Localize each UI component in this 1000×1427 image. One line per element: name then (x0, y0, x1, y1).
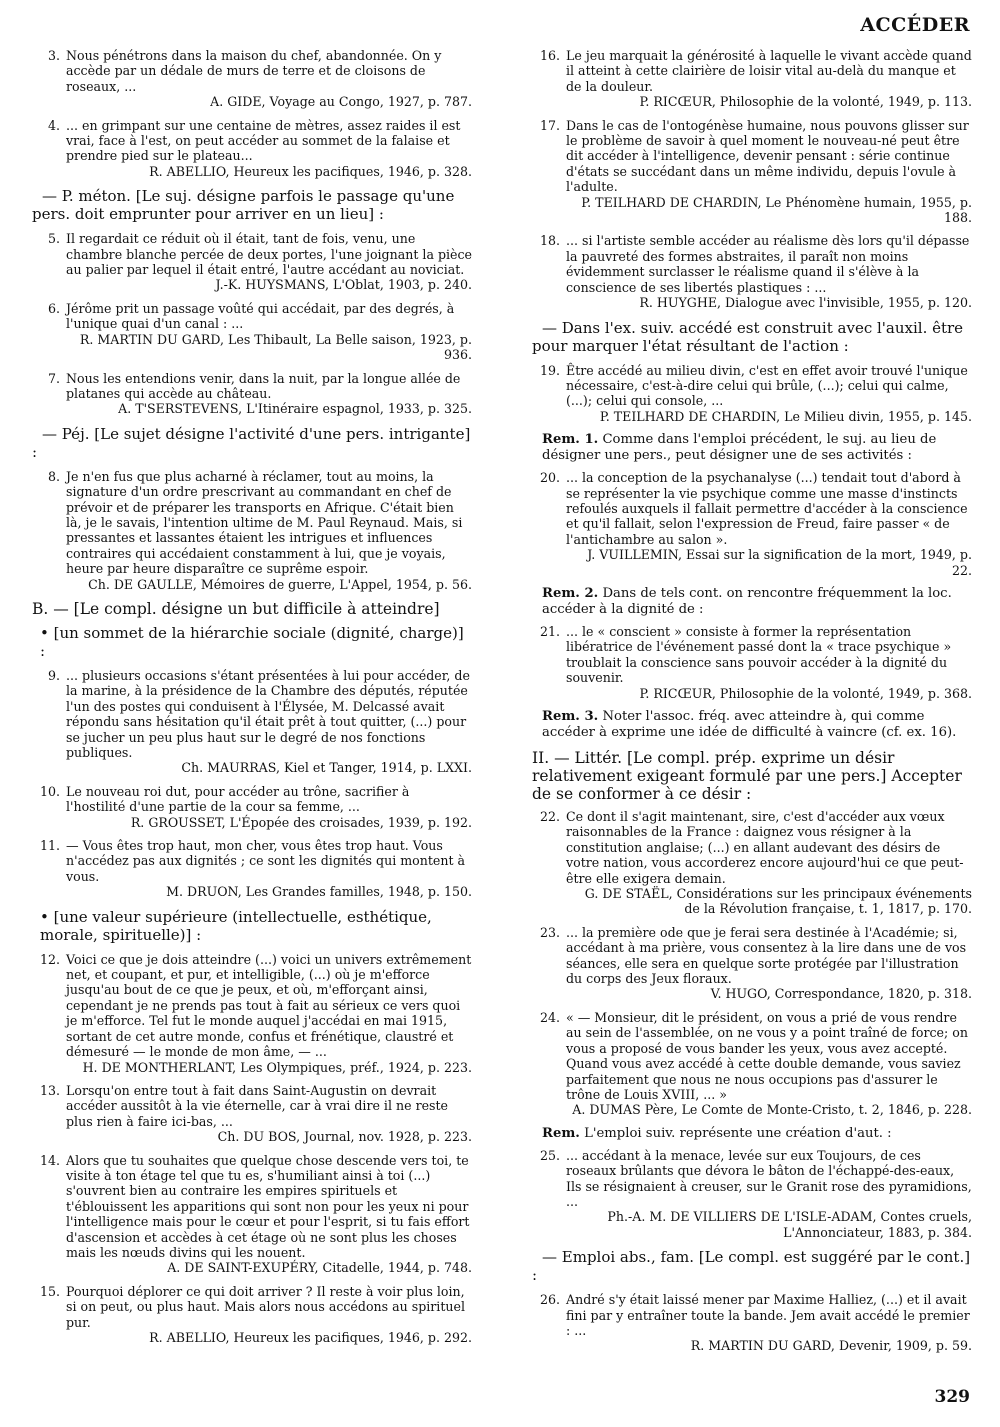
remark-text: L'emploi suiv. représente une création d'aut. : (584, 1125, 892, 1141)
example-source: R. MARTIN DU GARD, Devenir, 1909, p. 59. (690, 1338, 972, 1354)
example-number: 16. (539, 48, 560, 63)
example-source: H. DE MONTHERLANT, Les Olympiques, préf., 1924, p. 223. (82, 1059, 472, 1075)
example-entry (532, 624, 972, 701)
remark (542, 1126, 972, 1142)
example-text: ... la première ode que je ferai sera destinée à l'Académie; si, accédant à ma prière, vous consentez à la lire dans une de vos séances, elle sera en quelque sorte protégée par l'illustration du corps des Jeux floraux. (566, 924, 967, 987)
sense-bullet: • [un sommet de la hiérarchie sociale (dignité, charge)] : (40, 623, 464, 660)
example-number: 22. (539, 809, 560, 824)
example-source: Ch. DE GAULLE, Mémoires de guerre, L'Appel, 1954, p. 56. (88, 576, 472, 592)
example-number: 10. (39, 783, 60, 799)
example-text: ... accédant à la menace, levée sur eux Toujours, de ces roseaux brûlants que dévora le bâton de l'échappé-des-eaux, Ils se résignaient à creuser, sur le Granit rose des pyramidions, ... (566, 1147, 972, 1209)
example-number: 24. (539, 1009, 560, 1025)
example-text: — Vous êtes trop haut, mon cher, vous êtes trop haut. Vous n'accédez pas aux dignités ; ce sont les dignités qui montent à vous. (66, 838, 466, 884)
example-text: Ce dont il s'agit maintenant, sire, c'est d'accéder aux vœux raisonnables de la France : daignez vous résigner à la constitution anglaise; (...) en allant audevant des désirs de votre nation, vous accorderez encore aujourd'hui ce que peut-être elle exigera demain. (566, 809, 964, 886)
example-source: P. TEILHARD DE CHARDIN, Le Milieu divin, 1955, p. 145. (599, 408, 972, 424)
example-entry (32, 231, 472, 293)
example-entry (32, 952, 472, 1075)
example-source: Ch. DU BOS, Journal, nov. 1928, p. 223. (217, 1129, 472, 1145)
example-text: Être accédé au milieu divin, c'est en effet avoir trouvé l'unique nécessaire, c'est-à-dire celui qui brûle, (...); celui qui calme, (...); celui qui console, ... (566, 362, 968, 409)
example-number: 8. (47, 468, 60, 484)
remark-text: Noter l'assoc. fréq. avec atteindre à, qui comme accéder à exprime une idée de difficulté à vaincre (cf. ex. 16). (542, 709, 957, 740)
example-number: 5. (47, 231, 60, 247)
remark-text: Dans de tels cont. on rencontre fréquemment la loc. accéder à la dignité de : (542, 585, 952, 617)
example-text: Pourquoi déplorer ce qui doit arriver ? Il reste à voir plus loin, si on peut, ou plus haut. Mais alors nous accédons au spirituel pur. (66, 1283, 465, 1330)
example-number: 13. (39, 1082, 60, 1098)
example-entry (532, 1148, 972, 1240)
example-source: V. HUGO, Correspondance, 1820, p. 318. (710, 986, 972, 1002)
example-text: Lorsqu'on entre tout à fait dans Saint-Augustin on devrait accéder aussitôt à la vie éternelle, car à vrai dire il ne reste plus rien à faire ici-bas, ... (66, 1082, 449, 1129)
example-entry (32, 784, 472, 830)
example-source: J. VUILLEMIN, Essai sur la signification de la mort, 1949, p. 22. (587, 547, 972, 578)
example-number: 20. (539, 470, 560, 486)
section-heading: B. — [Le compl. désigne un but difficile à atteindre] (32, 599, 440, 618)
remark-label: Rem. 3. (542, 709, 599, 724)
example-text: Dans le cas de l'ontogénèse humaine, nous pouvons glisser sur le problème de savoir à quel moment le nouveau-né peut être dit accéder à l'intelligence, devenir pensant : série continue d'états se succédant dans un même individu, depuis l'ovule à l'adulte. (566, 117, 969, 195)
remark-label: Rem. (542, 1125, 580, 1141)
example-number: 19. (539, 362, 560, 378)
example-number: 21. (539, 623, 560, 639)
example-text: André s'y était laissé mener par Maxime Halliez, (...) et il avait fini par y entraîner toute la bande. Jem avait accédé le premier : ... (566, 1292, 970, 1338)
example-source: P. RICŒUR, Philosophie de la volonté, 1949, p. 113. (639, 94, 972, 110)
example-entry (532, 925, 972, 1002)
example-source: A. DUMAS Père, Le Comte de Monte-Cristo, t. 2, 1846, p. 228. (572, 1102, 972, 1118)
example-text: Nous pénétrons dans la maison du chef, abandonnée. On y accède par un dédale de murs de terre et de cloisons de roseaux, ... (66, 48, 442, 94)
example-text: ... plusieurs occasions s'étant présentées à lui pour accéder, de la marine, à la présidence de la Chambre des députés, réputée l'un des postes qui conduisent à l'Élysée, M. Delcassé avait répondu sans hésitation qu'il était prêt à tout quitter, (...) pour se jucher un peu plus haut sur le degré de nos fonctions publiques. (66, 667, 470, 760)
example-entry (32, 371, 472, 417)
example-number: 18. (539, 233, 560, 249)
example-entry (532, 1010, 972, 1118)
example-text: Alors que tu souhaites que quelque chose descende vers toi, te visite à ton étage tel que tu es, s'humiliant ainsi à toi (...) s'ouvrent bien au contraire les empires spirituels et t'éblouissent les apparitions qui sont non pour les yeux ni pour l'intelligence mais pour le cœur et pour l'esprit, si tu fais effort d'ascension et accèdes à cet étage où ne sont plus les choses mais les nœuds divins qui les nouent. (66, 1152, 470, 1260)
example-entry (32, 118, 472, 180)
example-entry (532, 809, 972, 917)
sense-intro: — Dans l'ex. suiv. accédé est construit avec l'auxil. être pour marquer l'état résultant de l'action : (532, 318, 964, 355)
example-number: 7. (47, 370, 60, 386)
example-source: P. TEILHARD DE CHARDIN, Le Phénomène humain, 1955, p. 188. (581, 194, 972, 226)
page-header: ACCÉDER (860, 14, 970, 36)
example-text: Voici ce que je dois atteindre (...) voici un univers extrêmement net, et coupant, et pur, et intelligible, (...) où je m'efforce jusqu'au bout de ce que je peux, et où, m'efforçant ainsi, cependant je ne prends pas tout à fait au sérieux ce vers quoi je m'efforce. Tel fut le monde auquel j'accédai en mai 1915, sortant de cet autre monde, confus et frénétique, claustré et démesuré — le monde de mon âme, — ... (66, 951, 472, 1060)
example-number: 25. (539, 1147, 560, 1163)
example-text: Il regardait ce réduit où il était, tant de fois, venu, une chambre blanche percée de deux portes, l'une joignant la pièce au palier par lequel il était entré, l'autre accédant au noviciat. (66, 231, 473, 278)
example-source: G. DE STAËL, Considérations sur les principaux événements de la Révolution française, t. 1, 1817, p. 170. (584, 886, 972, 917)
sense-intro: — P. méton. [Le suj. désigne parfois le passage qu'une pers. doit emprunter pour arriver en un lieu] : (32, 187, 455, 224)
example-source: R. MARTIN DU GARD, Les Thibault, La Belle saison, 1923, p. 936. (79, 331, 472, 363)
example-number: 15. (39, 1283, 60, 1299)
remark-label: Rem. 2. (542, 585, 599, 601)
example-entry (532, 233, 972, 310)
example-number: 3. (47, 48, 60, 63)
example-entry (532, 363, 972, 425)
example-text: Le jeu marquait la générosité à laquelle le vivant accède quand il atteint à cette clairière de loisir vital au-delà du manque et de la douleur. (566, 48, 972, 94)
example-source: J.-K. HUYSMANS, L'Oblat, 1903, p. 240. (215, 277, 472, 293)
sense-bullet: • [une valeur supérieure (intellectuelle, esthétique, morale, spirituelle)] : (40, 907, 432, 944)
sense-intro: — Péj. [Le sujet désigne l'activité d'une pers. intrigante] : (32, 424, 471, 461)
example-text: Nous les entendions venir, dans la nuit, par la longue allée de platanes qui accède au château. (66, 370, 461, 401)
example-number: 4. (47, 117, 60, 133)
remark-text: Comme dans l'emploi précédent, le suj. au lieu de désigner une pers., peut désigner une de ses activités : (542, 432, 937, 464)
example-number: 6. (47, 300, 60, 316)
example-source: Ch. MAURRAS, Kiel et Tanger, 1914, p. LXXI. (181, 760, 472, 776)
section-heading: II. — Littér. [Le compl. prép. exprime un désir relativement exigeant formulé par une pers.] Accepter de se conformer à ce désir : (532, 749, 962, 803)
example-number: 17. (539, 117, 560, 133)
example-entry (32, 838, 472, 900)
left-column (32, 48, 472, 1353)
example-source: M. DRUON, Les Grandes familles, 1948, p. 150. (166, 884, 472, 900)
example-entry (32, 301, 472, 363)
example-entry (532, 118, 972, 226)
example-number: 14. (39, 1152, 60, 1168)
page-number: 329 (934, 1387, 970, 1407)
example-entry (32, 469, 472, 592)
example-number: 12. (39, 951, 60, 967)
remark (542, 586, 972, 618)
example-text: ... la conception de la psychanalyse (...) tendait tout d'abord à se représenter la vie psychique comme une masse d'instincts refoulés auxquels il fallait permettre d'accéder à la conscience et qu'il fallait, selon l'expression de Freud, faire passer « de l'antichambre au salon ». (566, 470, 968, 547)
example-entry (32, 1284, 472, 1346)
example-number: 26. (539, 1292, 560, 1308)
example-text: Le nouveau roi dut, pour accéder au trône, sacrifier à l'hostilité d'une partie de la cour sa femme, ... (66, 783, 410, 815)
example-number: 9. (47, 667, 60, 683)
example-text: ... en grimpant sur une centaine de mètres, assez raides il est vrai, face à l'est, on peut accéder au sommet de la falaise et prendre pied sur le plateau... (66, 117, 461, 164)
example-entry (32, 668, 472, 776)
remark (542, 432, 972, 464)
example-entry (532, 470, 972, 578)
example-source: Ph.-A. M. DE VILLIERS DE L'ISLE-ADAM, Contes cruels, L'Annonciateur, 1883, p. 384. (607, 1209, 972, 1240)
example-source: A. DE SAINT-EXUPÉRY, Citadelle, 1944, p. 748. (167, 1260, 472, 1276)
sense-intro: — Emploi abs., fam. [Le compl. est suggéré par le cont.] : (532, 1248, 971, 1285)
remark-label: Rem. 1. (542, 432, 599, 448)
example-text: Je n'en fus que plus acharné à réclamer, tout au moins, la signature d'un ordre prescrivant au commandant en chef de prévoir et de préparer les transports en Afrique. C'était bien là, je le savais, l'intention ultime de M. Paul Reynaud. Mais, si pressantes et lassantes étaient les intrigues et influences contraires qui accédaient constamment à lui, que je voyais, heure par heure disparaître ce suprême espoir. (66, 468, 463, 577)
example-source: R. ABELLIO, Heureux les pacifiques, 1946, p. 292. (149, 1330, 472, 1345)
remark (542, 709, 972, 741)
example-text: ... le « conscient » consiste à former la représentation libératrice de l'événement passé dont la « trace psychique » troublait la conscience sans pouvoir accéder à la dignité du souvenir. (566, 623, 952, 686)
example-number: 23. (539, 924, 560, 940)
example-source: A. GIDE, Voyage au Congo, 1927, p. 787. (210, 94, 472, 110)
example-source: R. HUYGHE, Dialogue avec l'invisible, 1955, p. 120. (639, 295, 972, 311)
example-source: P. RICŒUR, Philosophie de la volonté, 1949, p. 368. (639, 685, 972, 701)
example-text: « — Monsieur, dit le président, on vous a prié de vous rendre au sein de l'assemblée, on ne vous y a point traîné de force; on vous a proposé de vous bander les yeux, vous avez accepté. Quand vous avez accédé à cette double demande, vous saviez parfaitement que nous ne nous occupions pas d'assurer le trône de Louis XVIII, ... » (566, 1009, 968, 1102)
example-source: A. T'SERSTEVENS, L'Itinéraire espagnol, 1933, p. 325. (118, 401, 472, 417)
example-entry (32, 1083, 472, 1145)
example-source: R. ABELLIO, Heureux les pacifiques, 1946, p. 328. (149, 163, 472, 179)
example-text: Jérôme prit un passage voûté qui accédait, par des degrés, à l'unique quai d'un canal : ... (66, 300, 455, 332)
example-text: ... si l'artiste semble accéder au réalisme dès lors qu'il dépasse la pauvreté des formes abstraites, il paraît non moins évidemment surclasser le réalisme quand il s'élève à la conscience de ses libertés plastiques : ... (566, 233, 970, 295)
example-entry (532, 48, 972, 110)
example-entry (32, 48, 472, 110)
example-entry (532, 1292, 972, 1354)
example-number: 11. (39, 838, 60, 854)
example-source: R. GROUSSET, L'Épopée des croisades, 1939, p. 192. (130, 814, 472, 830)
example-entry (32, 1153, 472, 1276)
right-column (532, 48, 972, 1362)
